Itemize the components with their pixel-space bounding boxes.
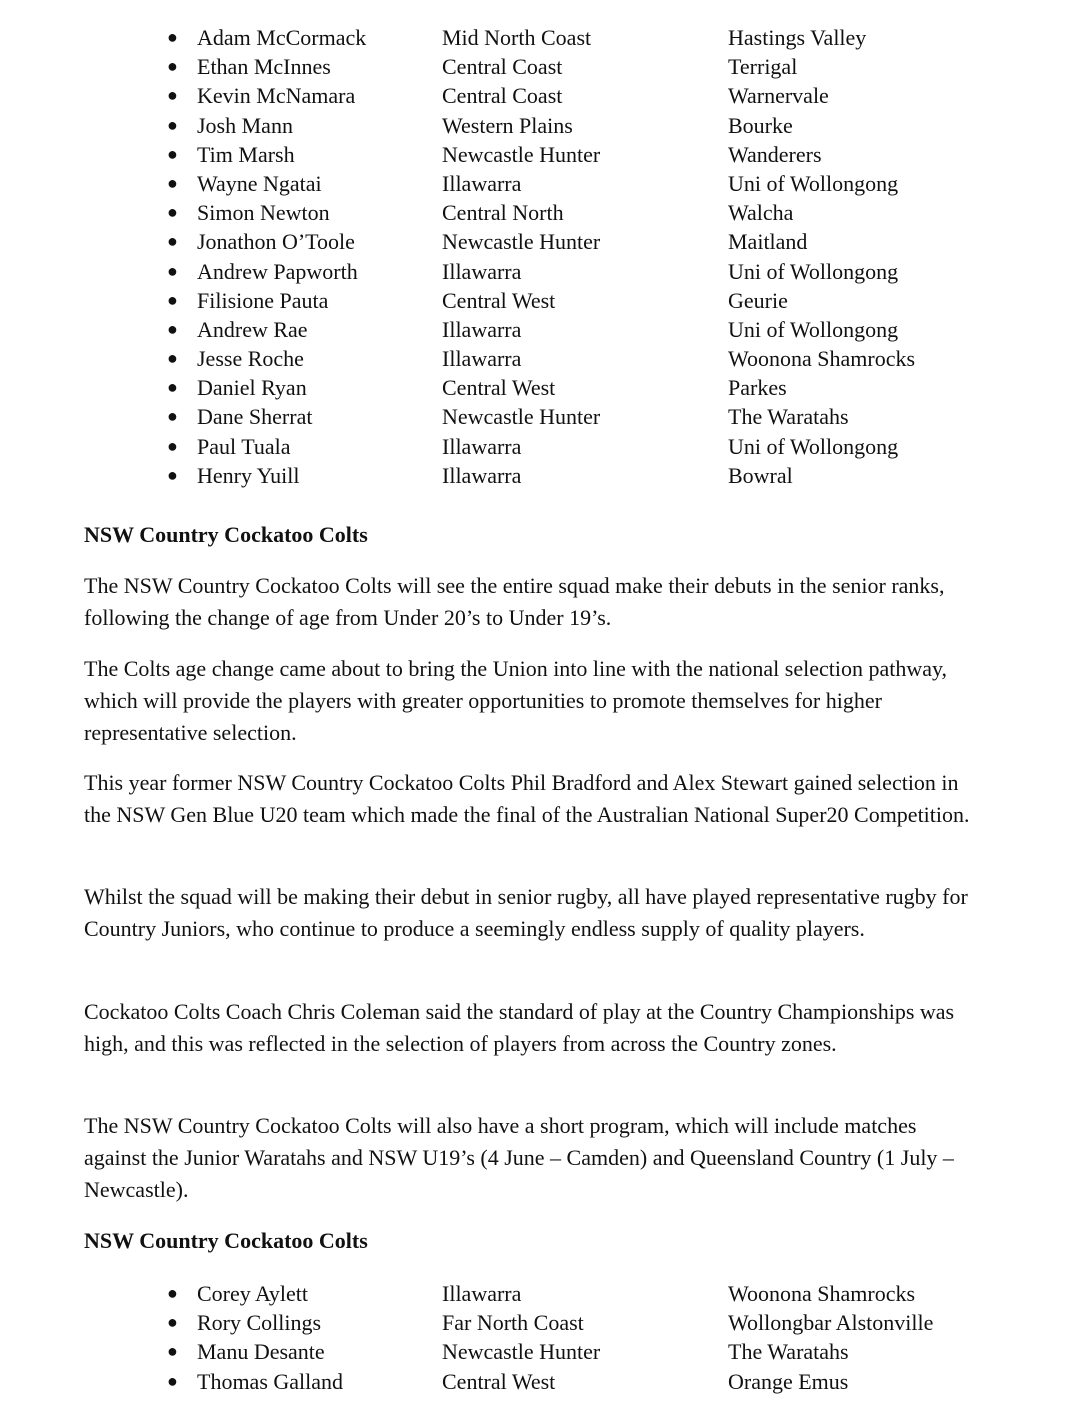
bullet-icon: ●: [167, 56, 178, 77]
player-zone: Central Coast: [442, 83, 563, 109]
player-club: Bowral: [728, 462, 793, 488]
player-row: [167, 373, 987, 402]
player-name: Andrew Papworth: [197, 258, 358, 284]
player-name: Adam McCormack: [197, 25, 367, 50]
player-club: Uni of Wollongong: [728, 316, 899, 342]
player-club: Woonona Shamrocks: [728, 1281, 916, 1306]
player-row: [167, 169, 987, 198]
player-zone: Newcastle Hunter: [442, 1339, 601, 1365]
player-name: Simon Newton: [197, 200, 330, 226]
player-row: [167, 402, 987, 431]
player-row: [167, 23, 987, 52]
bullet-icon: ●: [167, 172, 178, 193]
paragraph-2: The Colts age change came about to bring the Union into line with the national selection pathway, which will provide the players with greater opportunities to promote themselves for higher representative selection.: [84, 656, 948, 745]
player-row: [167, 227, 987, 256]
bullet-icon: ●: [167, 143, 178, 164]
bullet-icon: ●: [167, 1370, 178, 1391]
player-club: Uni of Wollongong: [728, 433, 899, 459]
player-zone: Central Coast: [442, 54, 563, 80]
player-name: Andrew Rae: [197, 316, 308, 342]
player-club: Maitland: [728, 229, 808, 255]
section-heading-1: NSW Country Cockatoo Colts: [84, 522, 368, 547]
player-zone: Illawarra: [442, 258, 522, 284]
player-club: Woonona Shamrocks: [728, 346, 916, 372]
player-name: Henry Yuill: [197, 462, 300, 488]
bullet-icon: ●: [167, 231, 178, 252]
player-zone: Central West: [442, 287, 556, 313]
bullet-icon: ●: [167, 464, 178, 485]
player-name: Paul Tuala: [197, 433, 291, 459]
paragraph-6: The NSW Country Cockatoo Colts will also have a short program, which will include matches against the Junior Waratahs and NSW U19’s (4 June – Camden) and Queensland Country (1 July – Newcastle).: [84, 1113, 954, 1202]
player-zone: Central West: [442, 1368, 556, 1394]
player-row: [167, 140, 987, 169]
player-row: [167, 461, 987, 490]
player-row: [167, 1367, 987, 1396]
player-name: Tim Marsh: [197, 141, 295, 167]
player-club: The Waratahs: [728, 1339, 849, 1365]
player-name: Wayne Ngatai: [197, 170, 322, 196]
bullet-icon: ●: [167, 406, 178, 427]
player-zone: Illawarra: [442, 346, 522, 372]
section-heading-2: NSW Country Cockatoo Colts: [84, 1228, 368, 1253]
player-club: Warnervale: [728, 83, 829, 109]
player-zone: Illawarra: [442, 462, 522, 488]
player-row: [167, 315, 987, 344]
player-name: Dane Sherrat: [197, 404, 313, 430]
player-club: Uni of Wollongong: [728, 170, 899, 196]
player-name: Manu Desante: [197, 1339, 325, 1365]
player-club: Geurie: [728, 287, 788, 313]
player-name: Filisione Pauta: [197, 287, 329, 313]
player-name: Jonathon O’Toole: [197, 229, 355, 255]
player-zone: Illawarra: [442, 316, 522, 342]
player-club: Hastings Valley: [728, 25, 867, 50]
player-club: Parkes: [728, 375, 787, 401]
player-row: [167, 111, 987, 140]
player-club: Terrigal: [728, 54, 798, 80]
player-zone: Central North: [442, 200, 564, 226]
player-name: Kevin McNamara: [197, 83, 356, 109]
player-club: Bourke: [728, 112, 793, 138]
player-zone: Illawarra: [442, 1281, 522, 1306]
player-list-top: [167, 23, 987, 490]
player-list-bottom: [167, 1279, 987, 1396]
bullet-icon: ●: [167, 289, 178, 310]
player-row: [167, 257, 987, 286]
player-zone: Central West: [442, 375, 556, 401]
player-row: [167, 81, 987, 110]
bullet-icon: ●: [167, 114, 178, 135]
player-club: The Waratahs: [728, 404, 849, 430]
player-row: [167, 286, 987, 315]
player-row: [167, 344, 987, 373]
player-name: Jesse Roche: [197, 346, 304, 372]
player-zone: Mid North Coast: [442, 25, 592, 50]
player-name: Daniel Ryan: [197, 375, 307, 401]
player-name: Rory Collings: [197, 1310, 322, 1336]
player-zone: Western Plains: [442, 112, 573, 138]
bullet-icon: ●: [167, 318, 178, 339]
player-name: Thomas Galland: [197, 1368, 344, 1394]
player-row: [167, 198, 987, 227]
player-zone: Newcastle Hunter: [442, 404, 601, 430]
player-name: Ethan McInnes: [197, 54, 331, 80]
player-club: Walcha: [728, 200, 794, 226]
bullet-icon: ●: [167, 435, 178, 456]
player-club: Wanderers: [728, 141, 822, 167]
player-zone: Illawarra: [442, 433, 522, 459]
player-name: Corey Aylett: [197, 1281, 309, 1306]
bullet-icon: ●: [167, 202, 178, 223]
player-row: [167, 1308, 987, 1337]
player-name: Josh Mann: [197, 112, 293, 138]
bullet-icon: ●: [167, 27, 178, 47]
bullet-icon: ●: [167, 260, 178, 281]
player-row: [167, 1279, 987, 1308]
paragraph-1: The NSW Country Cockatoo Colts will see the entire squad make their debuts in the senior ranks, following the change of age from Under 20’s to Under 19’s.: [84, 573, 945, 630]
player-row: [167, 1337, 987, 1366]
player-zone: Newcastle Hunter: [442, 229, 601, 255]
paragraph-4: Whilst the squad will be making their debut in senior rugby, all have played representative rugby for Country Juniors, who continue to produce a seemingly endless supply of quality players.: [84, 884, 968, 941]
player-club: Wollongbar Alstonville: [728, 1310, 934, 1336]
paragraph-5: Cockatoo Colts Coach Chris Coleman said the standard of play at the Country Championships was high, and this was reflected in the selection of players from across the Country zones.: [84, 999, 955, 1056]
player-club: Orange Emus: [728, 1368, 849, 1394]
bullet-icon: ●: [167, 1341, 178, 1362]
player-club: Uni of Wollongong: [728, 258, 899, 284]
bullet-icon: ●: [167, 377, 178, 398]
player-row: [167, 52, 987, 81]
bullet-icon: ●: [167, 1312, 178, 1333]
bullet-icon: ●: [167, 1283, 178, 1303]
player-zone: Far North Coast: [442, 1310, 584, 1336]
bullet-icon: ●: [167, 85, 178, 106]
player-row: [167, 432, 987, 461]
player-zone: Illawarra: [442, 170, 522, 196]
player-zone: Newcastle Hunter: [442, 141, 601, 167]
bullet-icon: ●: [167, 348, 178, 369]
paragraph-3: This year former NSW Country Cockatoo Colts Phil Bradford and Alex Stewart gained selection in the NSW Gen Blue U20 team which made the final of the Australian National Super20 Competition.: [84, 770, 970, 827]
